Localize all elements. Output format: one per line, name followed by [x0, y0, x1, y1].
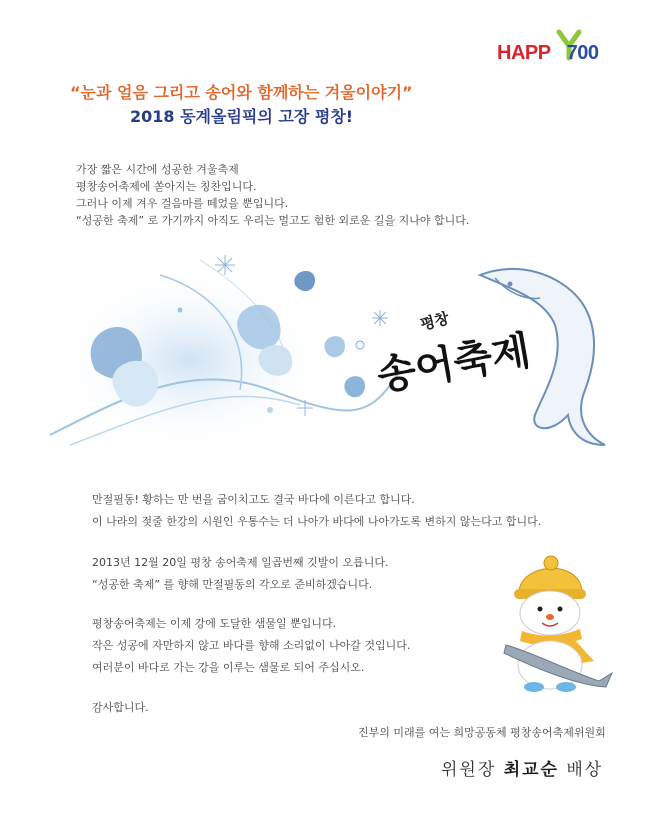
artwork-title-small: 평창 — [418, 308, 452, 334]
body-line: 이 나라의 젖줄 한강의 시원인 우통수는 더 나아가 바다에 나아가도록 변하지 않는다고 합니다. — [92, 515, 542, 528]
artwork-title-large: 송어축제 — [373, 326, 534, 400]
logo-text-happ: HAPP — [497, 42, 551, 64]
logo-text-700: 700 — [566, 42, 599, 64]
logo-y — [551, 36, 567, 59]
signature-name: 최교순 — [503, 760, 559, 780]
snowman-icon — [494, 553, 614, 693]
body-line: 만절필동! 황하는 만 번을 굽이치고도 결국 바다에 이른다고 합니다. — [92, 493, 415, 506]
body-block-1 — [92, 489, 541, 533]
intro-paragraph — [76, 161, 469, 229]
signature-role: 위원장 — [441, 760, 497, 780]
body-line: 여러분이 바다로 가는 강을 이루는 샘물로 되어 주십시오. — [92, 661, 365, 674]
intro-line: 그러나 이제 겨우 걸음마를 떼었을 뿐입니다. — [76, 197, 289, 210]
signature-organization: 진부의 미래를 여는 희망공동체 평창송어축제위원회 — [358, 726, 606, 739]
closing-text: 감사합니다. — [92, 701, 149, 714]
happy700-logo — [497, 26, 647, 66]
body-line: 2013년 12월 20일 평창 송어축제 일곱번째 깃발이 오릅니다. — [92, 556, 389, 569]
signature-suffix: 배상 — [566, 760, 604, 780]
intro-line: 가장 짧은 시간에 성공한 겨울축제 — [76, 163, 239, 176]
body-line: 평창송어축제는 이제 강에 도달한 샘물일 뿐입니다. — [92, 617, 337, 630]
headline-quote: “눈과 얼음 그리고 송어와 함께하는 겨울이야기” — [70, 83, 413, 102]
body-line: 작은 성공에 자만하지 않고 바다를 향해 소리없이 나아갈 것입니다. — [92, 639, 411, 652]
festival-artwork — [40, 250, 630, 465]
trout-splash-illustration — [40, 250, 630, 465]
snowman-mascot — [494, 553, 614, 693]
headline-subtitle: 2018 동계올림픽의 고장 평창! — [130, 107, 354, 126]
body-block-2 — [92, 552, 388, 596]
logo-text — [497, 36, 598, 65]
body-line: “성공한 축제” 를 향해 만절필동의 각오로 준비하겠습니다. — [92, 578, 373, 591]
signature-line — [441, 755, 603, 780]
intro-line: 평창송어축제에 쏟아지는 칭찬입니다. — [76, 180, 257, 193]
body-block-3 — [92, 613, 410, 679]
intro-line: “성공한 축제” 로 가기까지 아직도 우리는 멀고도 험한 외로운 길을 지나야 합니다. — [76, 214, 470, 227]
